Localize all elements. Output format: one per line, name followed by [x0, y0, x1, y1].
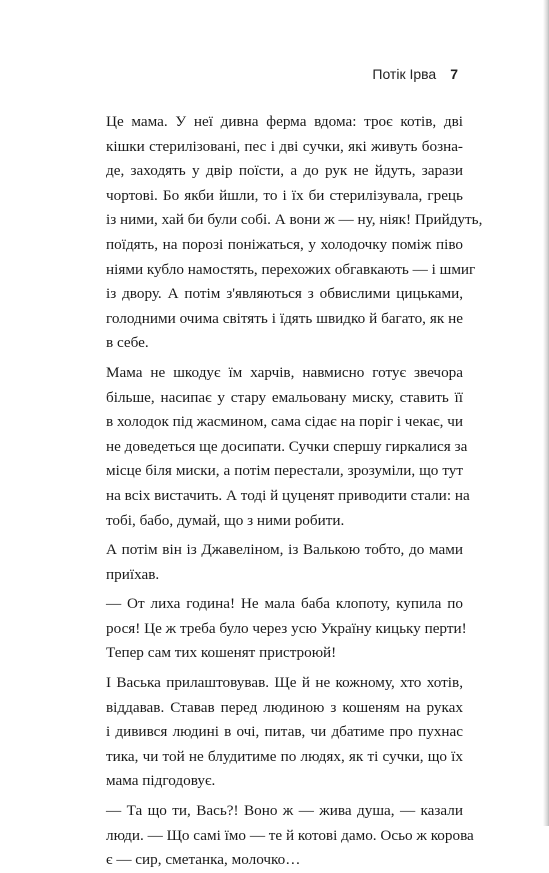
paragraph — [86, 671, 463, 794]
text-line: є — сир, сметанка, молочко… — [106, 851, 301, 869]
text-line: рося! Це ж треба було через усю Україну кицьку перти! — [106, 619, 467, 637]
text-line: поїдять, на порозі поніжаться, у холодочку поміж піво — [106, 235, 463, 253]
text-line: І Васька прилаштовував. Ще й не кожному, хто хотів, — [106, 674, 463, 692]
running-head-title: Потік Ірва — [372, 66, 437, 82]
text-line: і дивився людині в очі, питав, чи дбатиме про пухнас — [106, 723, 463, 741]
text-line: чортові. Бо якби йшли, то і їх би стерилізувала, грець — [106, 186, 463, 204]
text-line: більше, насипає у стару емальовану миску, ставить її — [106, 388, 463, 406]
text-line: кішки стерилізовані, пес і дві сучки, які живуть бозна- — [106, 137, 463, 155]
text-line: — Та що ти, Вась?! Воно ж — жива душа, — казали — [106, 802, 463, 820]
text-line: — От лиха година! Не мала баба клопоту, купила по — [106, 595, 463, 613]
text-line: Це мама. У неї дивна ферма вдома: троє котів, дві — [106, 113, 463, 130]
text-line: А потім він із Джавеліном, із Валькою тобто, до мами — [106, 541, 463, 559]
page-edge-shadow — [543, 0, 549, 826]
text-line: із ними, хай би були собі. А вони ж — ну, ніяк! Прийдуть, — [106, 211, 483, 229]
paragraph — [86, 361, 470, 533]
paragraph — [86, 110, 483, 356]
text-line: не доведеться ще досипати. Сучки спершу гиркалися за — [106, 437, 468, 455]
page-number: 7 — [450, 66, 458, 82]
text-line: в холодок під жасмином, сама сідає на поріг і чекає, чи — [106, 413, 463, 431]
text-line: мама підгодовує. — [106, 772, 216, 790]
text-line: віддавав. Ставав перед людиною з кошеням на руках — [106, 698, 463, 716]
text-line: Тепер сам тих кошенят пристроюй! — [106, 644, 337, 662]
text-line: голодними очима світять і їдять швидко й багато, як не — [106, 309, 463, 327]
text-line: де, заходять у двір поїсти, а до рук не йдуть, зарази — [106, 162, 463, 180]
paragraph — [86, 799, 474, 873]
text-line: місце біля миски, а потім перестали, зрозуміли, що тут — [106, 462, 463, 480]
text-line: в себе. — [106, 334, 149, 352]
text-line: ніями кубло намостять, перехожих обгавкають — і шмиг — [106, 260, 476, 278]
text-line: тобі, бабо, думай, що з ними робити. — [106, 511, 345, 529]
text-line: із двору. А потім з'являються з обвислими цицьками, — [106, 285, 463, 303]
paragraph — [86, 538, 463, 587]
body-text — [86, 110, 483, 873]
text-line: приїхав. — [106, 565, 160, 583]
paragraph — [86, 592, 467, 666]
text-line: Мама не шкодує їм харчів, навмисно готує звечора — [106, 363, 463, 381]
text-line: тика, чи той не блудитиме по людях, як ті сучки, що їх — [106, 747, 463, 765]
running-head — [372, 66, 458, 82]
text-line: на всіх вистачить. А тоді й цуценят приводити стали: на — [106, 486, 470, 504]
text-line: люди. — Що самі їмо — те й котові дамо. Осьо ж корова — [106, 826, 474, 844]
